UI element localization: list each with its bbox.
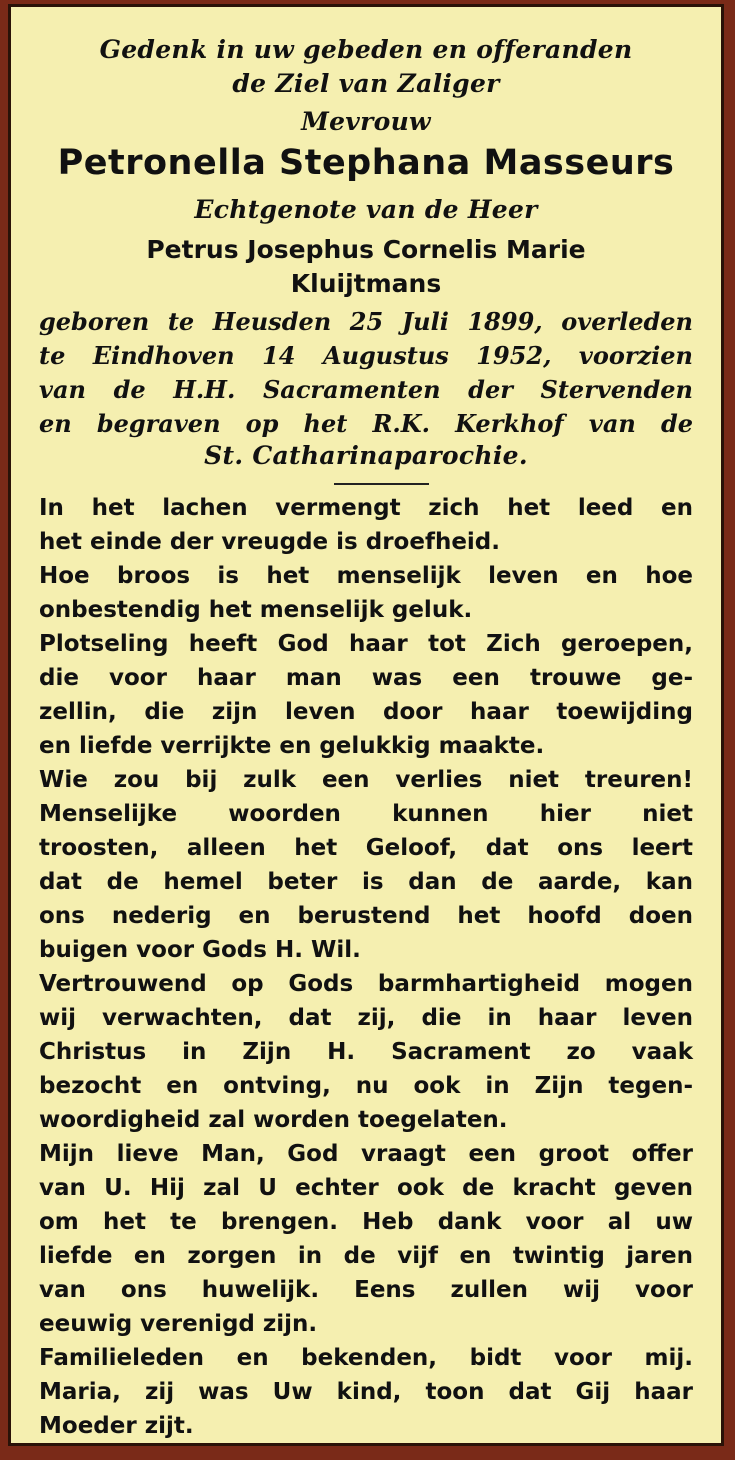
- memorial-card: [8, 4, 724, 1446]
- details-line: en begraven op het R.K. Kerkhof van de: [39, 409, 693, 438]
- details-line: geboren te Heusden 25 Juli 1899, overleden: [39, 307, 693, 336]
- text-line: zellin, die zijn leven door haar toewijding: [39, 699, 693, 725]
- text-line: om het te brengen. Heb dank voor al uw: [39, 1209, 693, 1235]
- text-line: Moeder zijt.: [39, 1413, 194, 1439]
- text-line: het einde der vreugde is droefheid.: [39, 529, 501, 555]
- text-line: die voor haar man was een trouwe ge-: [39, 665, 693, 691]
- text-line: Vertrouwend op Gods barmhartigheid mogen: [39, 971, 693, 997]
- text-line: en liefde verrijkte en gelukkig maakte.: [39, 733, 545, 759]
- details-line: van de H.H. Sacramenten der Stervenden: [39, 375, 693, 404]
- text-line: dat de hemel beter is dan de aarde, kan: [39, 869, 693, 895]
- text-line: Plotseling heeft God haar tot Zich geroepen,: [39, 631, 693, 657]
- text-line: Wie zou bij zulk een verlies niet treuren!: [39, 767, 693, 793]
- relation-line: Echtgenote van de Heer: [194, 195, 538, 224]
- spouse-name-line-2: Kluijtmans: [290, 269, 442, 298]
- text-line: Maria, zij was Uw kind, toon dat Gij haar: [39, 1379, 693, 1405]
- divider-rule: [334, 483, 429, 485]
- text-line: buigen voor Gods H. Wil.: [39, 937, 361, 963]
- text-line: liefde en zorgen in de vijf en twintig jaren: [39, 1243, 693, 1269]
- text-line: Familieleden en bekenden, bidt voor mij.: [39, 1345, 693, 1371]
- honorific: Mevrouw: [301, 107, 431, 136]
- text-line: Hoe broos is het menselijk leven en hoe: [39, 563, 693, 589]
- text-line: bezocht en ontving, nu ook in Zijn tegen-: [39, 1073, 693, 1099]
- text-line: Mijn lieve Man, God vraagt een groot offer: [39, 1141, 693, 1167]
- spouse-name-line-1: Petrus Josephus Cornelis Marie: [146, 235, 586, 264]
- details-line: St. Catharinaparochie.: [204, 441, 528, 470]
- text-line: troosten, alleen het Geloof, dat ons leert: [39, 835, 693, 861]
- text-line: Christus in Zijn H. Sacrament zo vaak: [39, 1039, 693, 1065]
- prayer-line-1: Gedenk in uw gebeden en offeranden: [99, 35, 633, 64]
- prayer-line-2: de Ziel van Zaliger: [232, 69, 500, 98]
- details-line: te Eindhoven 14 Augustus 1952, voorzien: [39, 341, 693, 370]
- text-line: wij verwachten, dat zij, die in haar leven: [39, 1005, 693, 1031]
- text-line: Menselijke woorden kunnen hier niet: [39, 801, 693, 827]
- text-line: van ons huwelijk. Eens zullen wij voor: [39, 1277, 693, 1303]
- text-line: eeuwig verenigd zijn.: [39, 1311, 318, 1337]
- text-line: In het lachen vermengt zich het leed en: [39, 495, 693, 521]
- text-line: van U. Hij zal U echter ook de kracht geven: [39, 1175, 693, 1201]
- text-line: ons nederig en berustend het hoofd doen: [39, 903, 693, 929]
- deceased-name: Petronella Stephana Masseurs: [57, 143, 675, 183]
- text-line: woordigheid zal worden toegelaten.: [39, 1107, 508, 1133]
- text-line: onbestendig het menselijk geluk.: [39, 597, 473, 623]
